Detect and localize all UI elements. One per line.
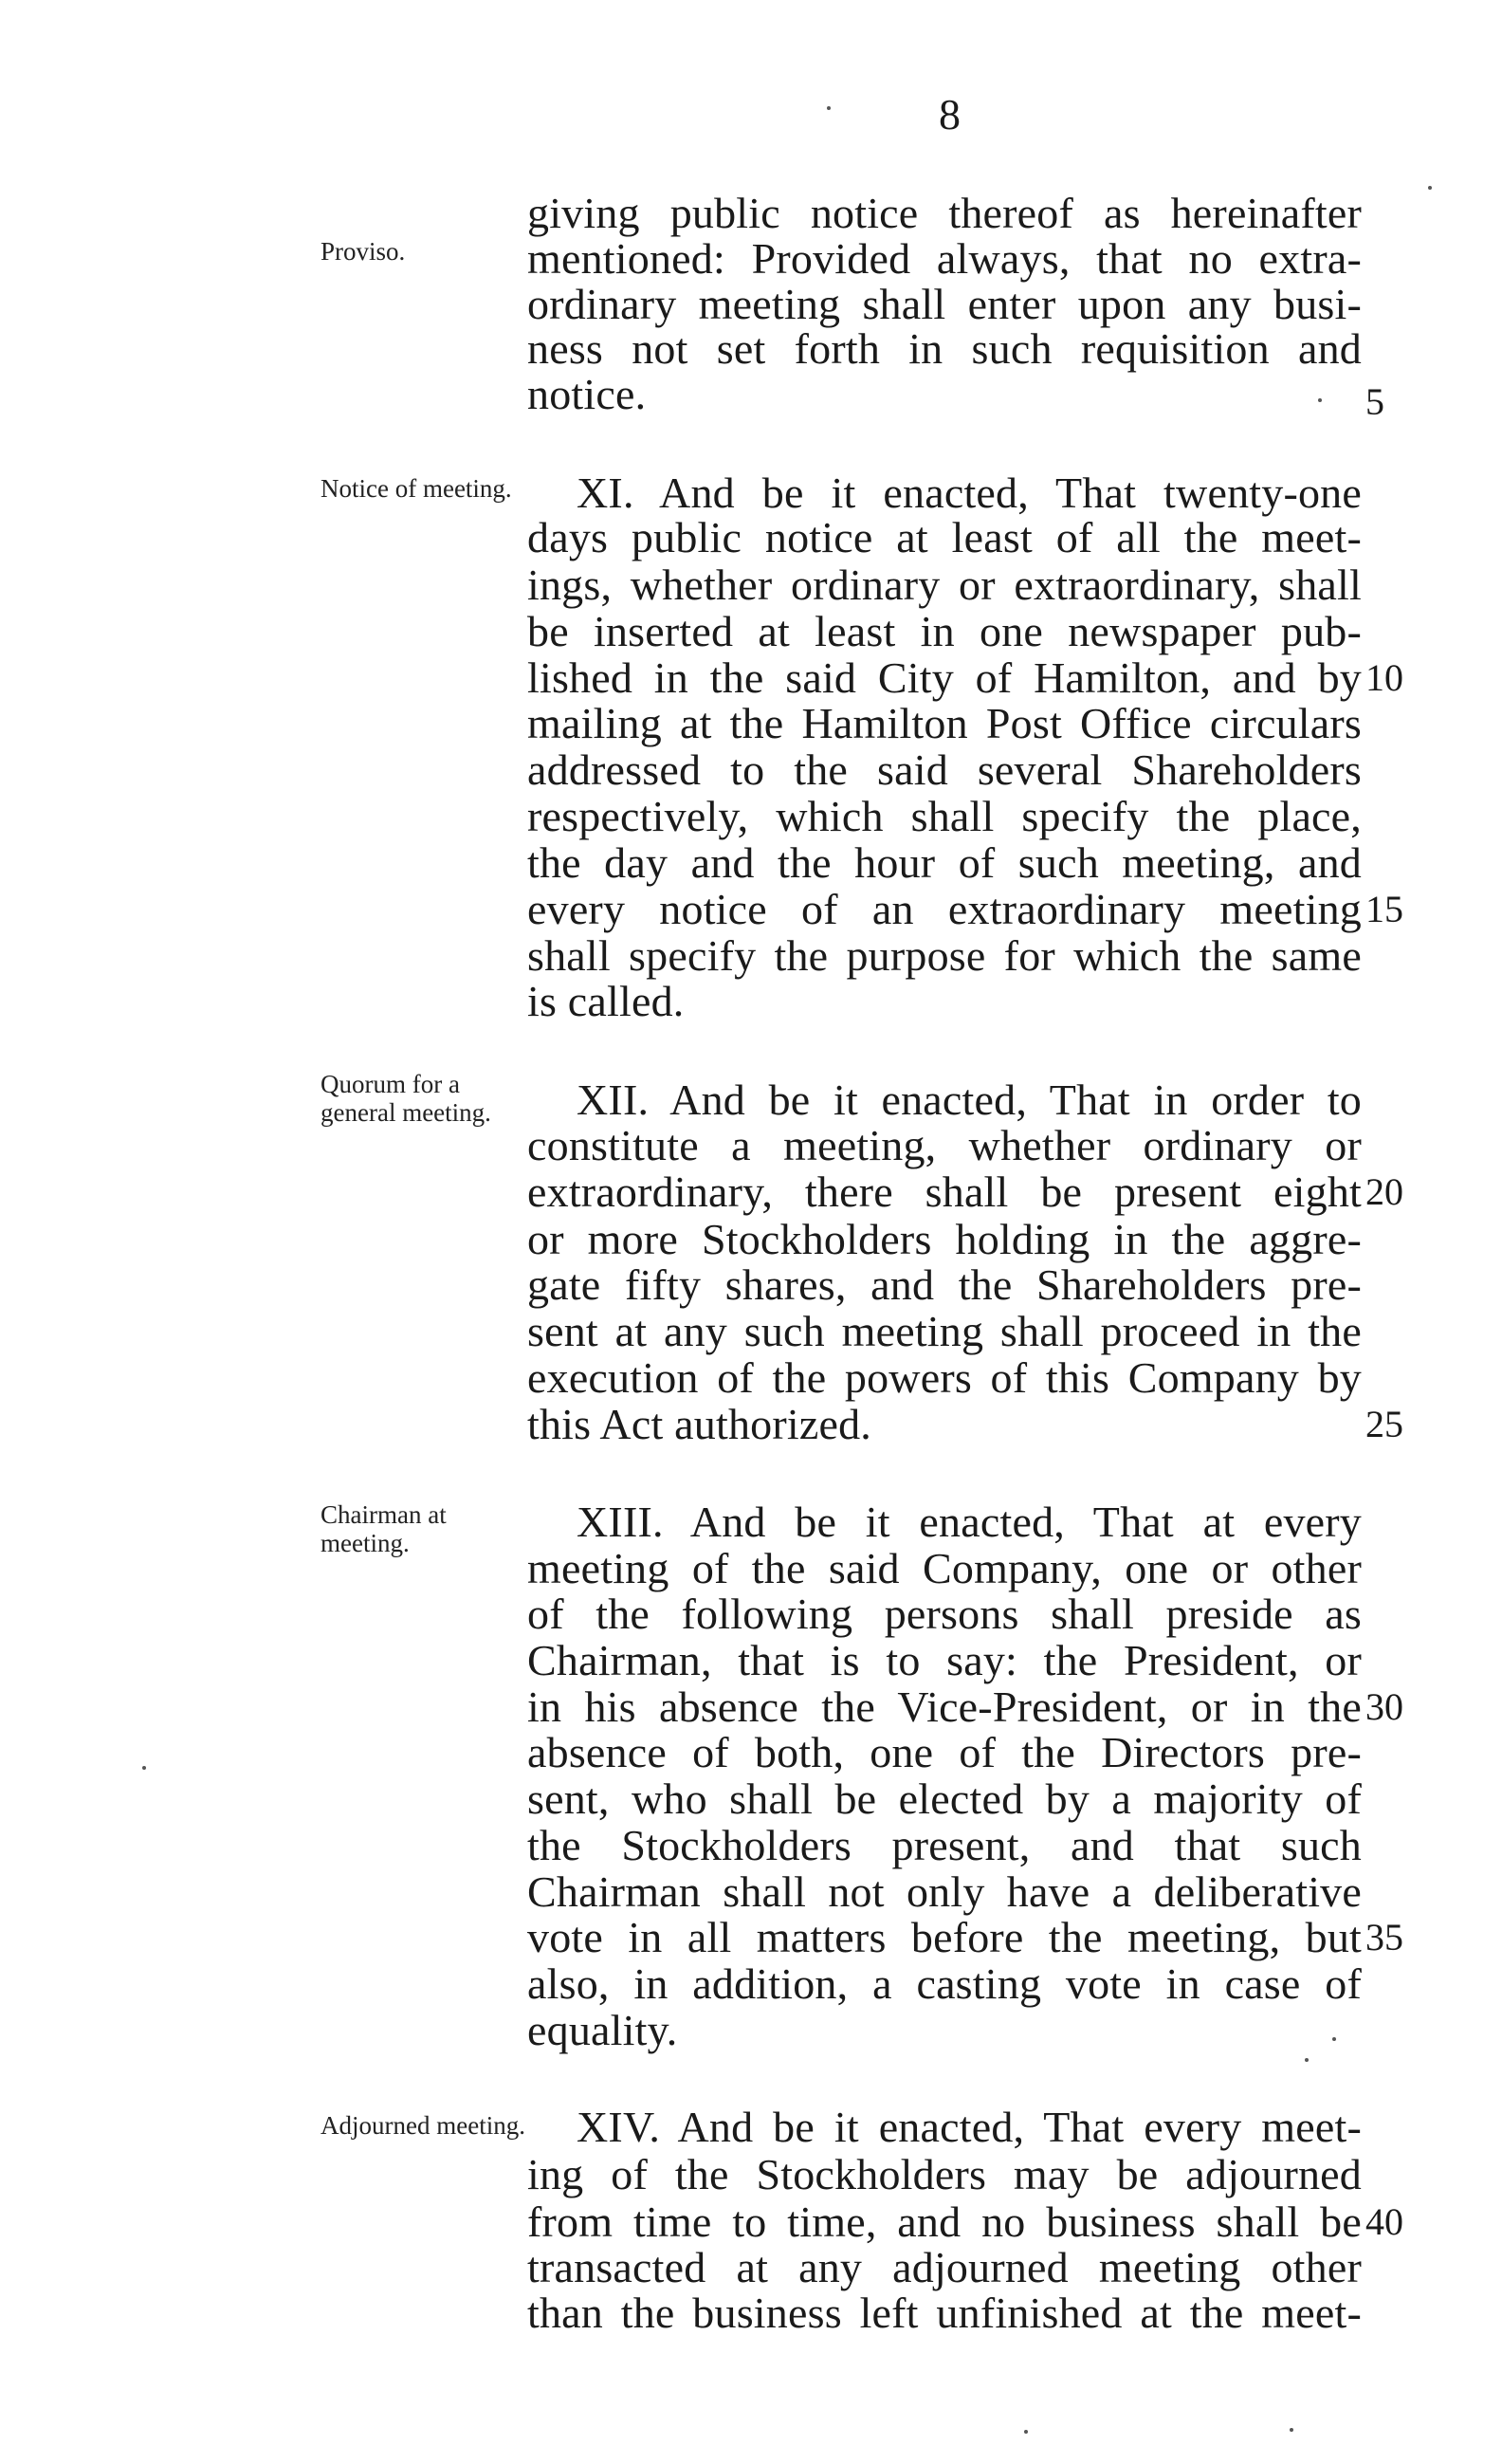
line-number: 15: [1365, 888, 1403, 930]
text-line: mailing at the Hamilton Post Office circulars: [527, 699, 1362, 747]
text-line: the day and the hour of such meeting, and: [527, 838, 1362, 887]
text-line: lished in the said City of Hamilton, and by: [527, 653, 1362, 702]
line-number: 10: [1365, 656, 1403, 699]
speck: [827, 106, 831, 110]
speck: [1428, 186, 1432, 190]
text-line: meeting of the said Company, one or other: [527, 1544, 1362, 1592]
text-line: Chairman shall not only have a deliberative: [527, 1867, 1362, 1916]
text-line: vote in all matters before the meeting, but: [527, 1913, 1362, 1961]
text-line: respectively, which shall specify the place,: [527, 792, 1362, 840]
section-heading-line: XIII. And be it enacted, That at every: [577, 1498, 1362, 1546]
speck: [142, 1766, 146, 1770]
line-number: 25: [1365, 1403, 1403, 1445]
speck: [1024, 2430, 1028, 2434]
text-line: from time to time, and no business shall be: [527, 2197, 1362, 2246]
text-line: sent at any such meeting shall proceed in the: [527, 1307, 1362, 1355]
text-line: also, in addition, a casting vote in case of: [527, 1959, 1362, 2008]
marginal-note: Quorum for a general meeting.: [321, 1070, 491, 1127]
section-heading-line: XII. And be it enacted, That in order to: [577, 1076, 1362, 1124]
text-line: extraordinary, there shall be present eight: [527, 1168, 1362, 1216]
text-line: sent, who shall be elected by a majority of: [527, 1774, 1362, 1823]
text-line: is called.: [527, 977, 685, 1025]
text-line: of the following persons shall preside as: [527, 1590, 1362, 1638]
speck: [1318, 398, 1322, 402]
speck: [1332, 2037, 1336, 2041]
marginal-note: Notice of meeting.: [321, 474, 512, 503]
text-line: ness not set forth in such requisition and: [527, 324, 1362, 373]
text-line: transacted at any adjourned meeting other: [527, 2243, 1362, 2291]
text-line: or more Stockholders holding in the aggre-: [527, 1215, 1362, 1263]
text-line: constitute a meeting, whether ordinary or: [527, 1121, 1362, 1169]
line-number: 5: [1365, 380, 1384, 423]
text-line: notice.: [527, 370, 647, 418]
marginal-note: Adjourned meeting.: [321, 2111, 525, 2140]
text-line: ings, whether ordinary or extraordinary, shall: [527, 561, 1362, 609]
marginal-note: Chairman at meeting.: [321, 1500, 447, 1557]
text-line: equality.: [527, 2006, 678, 2054]
page-number: 8: [939, 90, 961, 138]
text-line: be inserted at least in one newspaper pub-: [527, 607, 1362, 655]
line-number: 35: [1365, 1916, 1403, 1958]
text-line: addressed to the said several Shareholders: [527, 745, 1362, 794]
text-line: the Stockholders present, and that such: [527, 1821, 1362, 1869]
text-line: absence of both, one of the Directors pre-: [527, 1728, 1362, 1776]
text-line: Chairman, that is to say: the President, or: [527, 1636, 1362, 1684]
marginal-note: Proviso.: [321, 237, 406, 266]
speck: [1305, 2058, 1309, 2062]
text-line: ordinary meeting shall enter upon any busi-: [527, 280, 1362, 328]
text-line: gate fifty shares, and the Shareholders pre-: [527, 1260, 1362, 1309]
line-number: 30: [1365, 1685, 1403, 1728]
text-line: execution of the powers of this Company by: [527, 1353, 1362, 1402]
text-line: than the business left unfinished at the meet-: [527, 2289, 1362, 2337]
speck: [1290, 2428, 1293, 2432]
section-heading-line: XI. And be it enacted, That twenty-one: [577, 469, 1362, 517]
text-line: giving public notice thereof as hereinafter: [527, 189, 1362, 237]
text-line: every notice of an extraordinary meeting: [527, 885, 1362, 933]
text-line: ing of the Stockholders may be adjourned: [527, 2150, 1362, 2198]
text-line: mentioned: Provided always, that no extra-: [527, 234, 1362, 283]
text-line: days public notice at least of all the meet-: [527, 513, 1362, 561]
line-number: 40: [1365, 2200, 1403, 2243]
text-line: this Act authorized.: [527, 1400, 871, 1448]
text-line: shall specify the purpose for which the same: [527, 931, 1362, 980]
section-heading-line: XIV. And be it enacted, That every meet-: [577, 2103, 1362, 2151]
line-number: 20: [1365, 1170, 1403, 1213]
text-line: in his absence the Vice-President, or in the: [527, 1683, 1362, 1731]
